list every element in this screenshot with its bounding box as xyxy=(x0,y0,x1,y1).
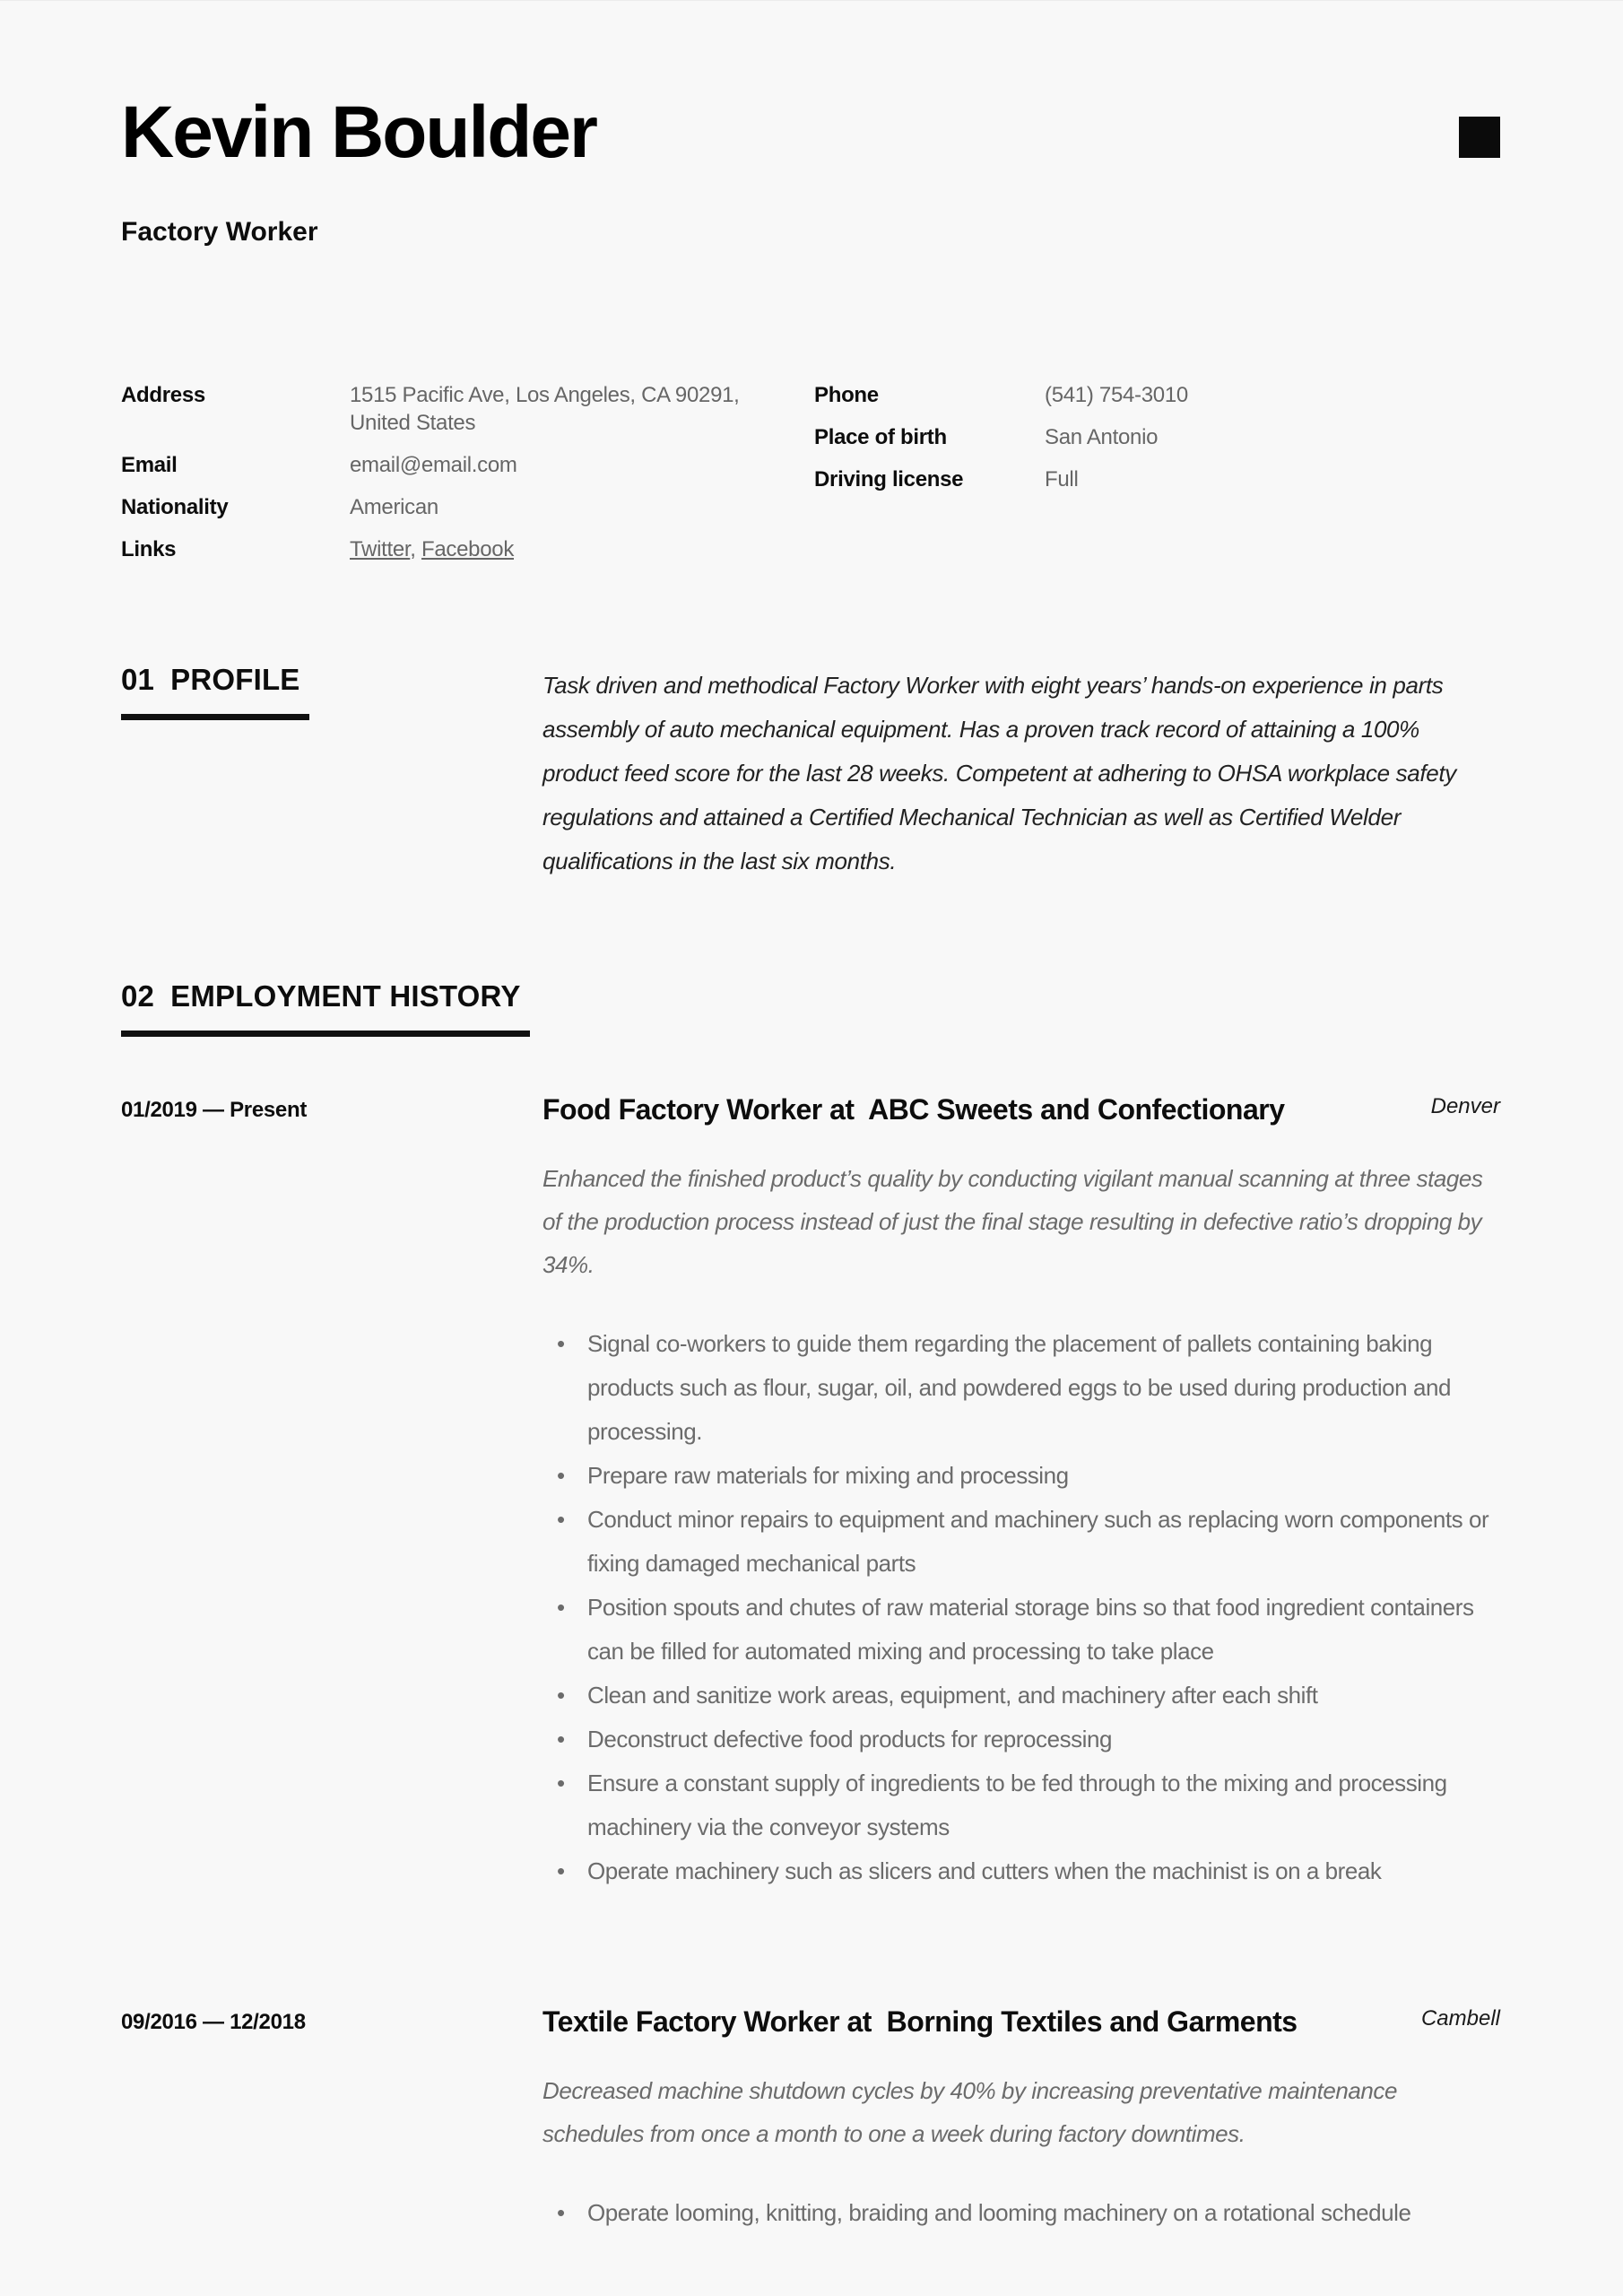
phone-value: (541) 754-3010 xyxy=(1045,383,1188,407)
license-value: Full xyxy=(1045,467,1079,491)
birthplace-value: San Antonio xyxy=(1045,425,1159,449)
job-bullet-text: Conduct minor repairs to equipment and machinery such as replacing worn components or fixing damaged mechanical parts xyxy=(587,1506,1489,1578)
links-label: Links xyxy=(121,537,177,561)
job-location: Denver xyxy=(1430,1094,1500,1119)
employment-section-title: EMPLOYMENT HISTORY xyxy=(170,979,521,1013)
address-label: Address xyxy=(121,383,205,407)
job-bullet-text: Ensure a constant supply of ingredients to be fed through to the mixing and processing machinery via the conveyor systems xyxy=(587,1770,1447,1841)
license-label: Driving license xyxy=(814,467,964,491)
profile-section-heading xyxy=(121,664,309,720)
job-bullet xyxy=(542,1586,1500,1674)
email-value: email@email.com xyxy=(350,453,517,477)
job-body xyxy=(542,1087,1500,1893)
job-bullet xyxy=(542,1322,1500,1454)
profile-heading-column xyxy=(121,664,542,883)
contact-row-birthplace xyxy=(814,423,1500,451)
contact-row-nationality xyxy=(121,493,814,521)
job-header xyxy=(542,1999,1500,2044)
links-separator: , xyxy=(410,537,422,561)
contact-row-email xyxy=(121,451,814,479)
birthplace-label: Place of birth xyxy=(814,425,947,449)
contact-row-license xyxy=(814,465,1500,493)
logo-square-icon xyxy=(1459,117,1500,158)
job-entry xyxy=(121,1999,1500,2235)
job-bullet xyxy=(542,1454,1500,1498)
job-bullet xyxy=(542,1849,1500,1893)
job-bullet-text: Operate looming, knitting, braiding and looming machinery on a rotational schedule xyxy=(587,2199,1411,2227)
job-body xyxy=(542,1999,1500,2235)
job-bullet-list xyxy=(542,2191,1500,2235)
nationality-value: American xyxy=(350,495,438,519)
contact-row-address xyxy=(121,381,814,437)
job-bullet xyxy=(542,1718,1500,1761)
profile-section-title: PROFILE xyxy=(170,663,300,696)
job-bullet xyxy=(542,1498,1500,1586)
job-location: Cambell xyxy=(1420,2006,1500,2031)
job-entry xyxy=(121,1087,1500,1893)
employment-section xyxy=(121,980,1500,2235)
job-bullet-text: Clean and sanitize work areas, equipment, and machinery after each shift xyxy=(587,1682,1318,1709)
contact-column-right xyxy=(814,381,1500,563)
job-header xyxy=(542,1087,1500,1132)
job-bullet-list xyxy=(542,1322,1500,1893)
contact-row-phone xyxy=(814,381,1500,409)
profile-section xyxy=(121,664,1500,883)
employment-section-heading xyxy=(121,980,530,1037)
contact-details xyxy=(121,381,1500,563)
job-bullet xyxy=(542,1674,1500,1718)
profile-summary-text: Task driven and methodical Factory Worker with eight years’ hands-on experience in parts assembly of auto mechanical equipment. Has a proven track record of attaining a 100% product feed score for the last 28 weeks. Competent at adhering to OHSA workplace safety regulations and attained a Certified Mechanical Technician as well as Certified Welder qualifications in the last six months. xyxy=(542,672,1456,874)
address-value: 1515 Pacific Ave, Los Angeles, CA 90291, United States xyxy=(350,383,740,435)
twitter-link[interactable]: Twitter xyxy=(350,537,411,561)
job-bullet-text: Operate machinery such as slicers and cutters when the machinist is on a break xyxy=(587,1857,1382,1885)
email-label: Email xyxy=(121,453,178,477)
employment-section-number: 02 xyxy=(121,979,155,1013)
phone-label: Phone xyxy=(814,383,879,407)
job-summary: Decreased machine shutdown cycles by 40% by increasing preventative maintenance schedules from once a month to one a week during factory downtimes. xyxy=(542,2077,1397,2148)
contact-column-left xyxy=(121,381,814,563)
job-summary: Enhanced the finished product’s quality by conducting vigilant manual scanning at three stages of the production process instead of just the final stage resulting in defective ratio’s dropping by 34%. xyxy=(542,1165,1483,1279)
job-bullet-text: Signal co-workers to guide them regarding the placement of pallets containing baking products such as flour, sugar, oil, and powdered eggs to be used during production and processing. xyxy=(587,1330,1451,1446)
job-role-subtitle: Factory Worker xyxy=(121,217,318,247)
profile-body-column xyxy=(542,664,1500,883)
job-title: Textile Factory Worker at Borning Textiles and Garments xyxy=(542,2005,1298,2039)
profile-section-number: 01 xyxy=(121,663,155,696)
job-bullet-text: Deconstruct defective food products for reprocessing xyxy=(587,1726,1113,1753)
contact-row-links xyxy=(121,535,814,563)
job-title: Food Factory Worker at ABC Sweets and Confectionary xyxy=(542,1093,1285,1126)
links-value xyxy=(350,535,771,563)
nationality-label: Nationality xyxy=(121,495,229,519)
facebook-link[interactable]: Facebook xyxy=(421,537,515,561)
job-bullet-text: Prepare raw materials for mixing and processing xyxy=(587,1462,1069,1490)
job-bullet xyxy=(542,2191,1500,2235)
job-dates: 09/2016 — 12/2018 xyxy=(121,2010,306,2035)
job-bullet xyxy=(542,1761,1500,1849)
page-title: Kevin Boulder xyxy=(121,91,596,173)
job-dates: 01/2019 — Present xyxy=(121,1098,308,1123)
job-bullet-text: Position spouts and chutes of raw material storage bins so that food ingredient containers can be filled for automated mixing and processing to take place xyxy=(587,1594,1474,1665)
